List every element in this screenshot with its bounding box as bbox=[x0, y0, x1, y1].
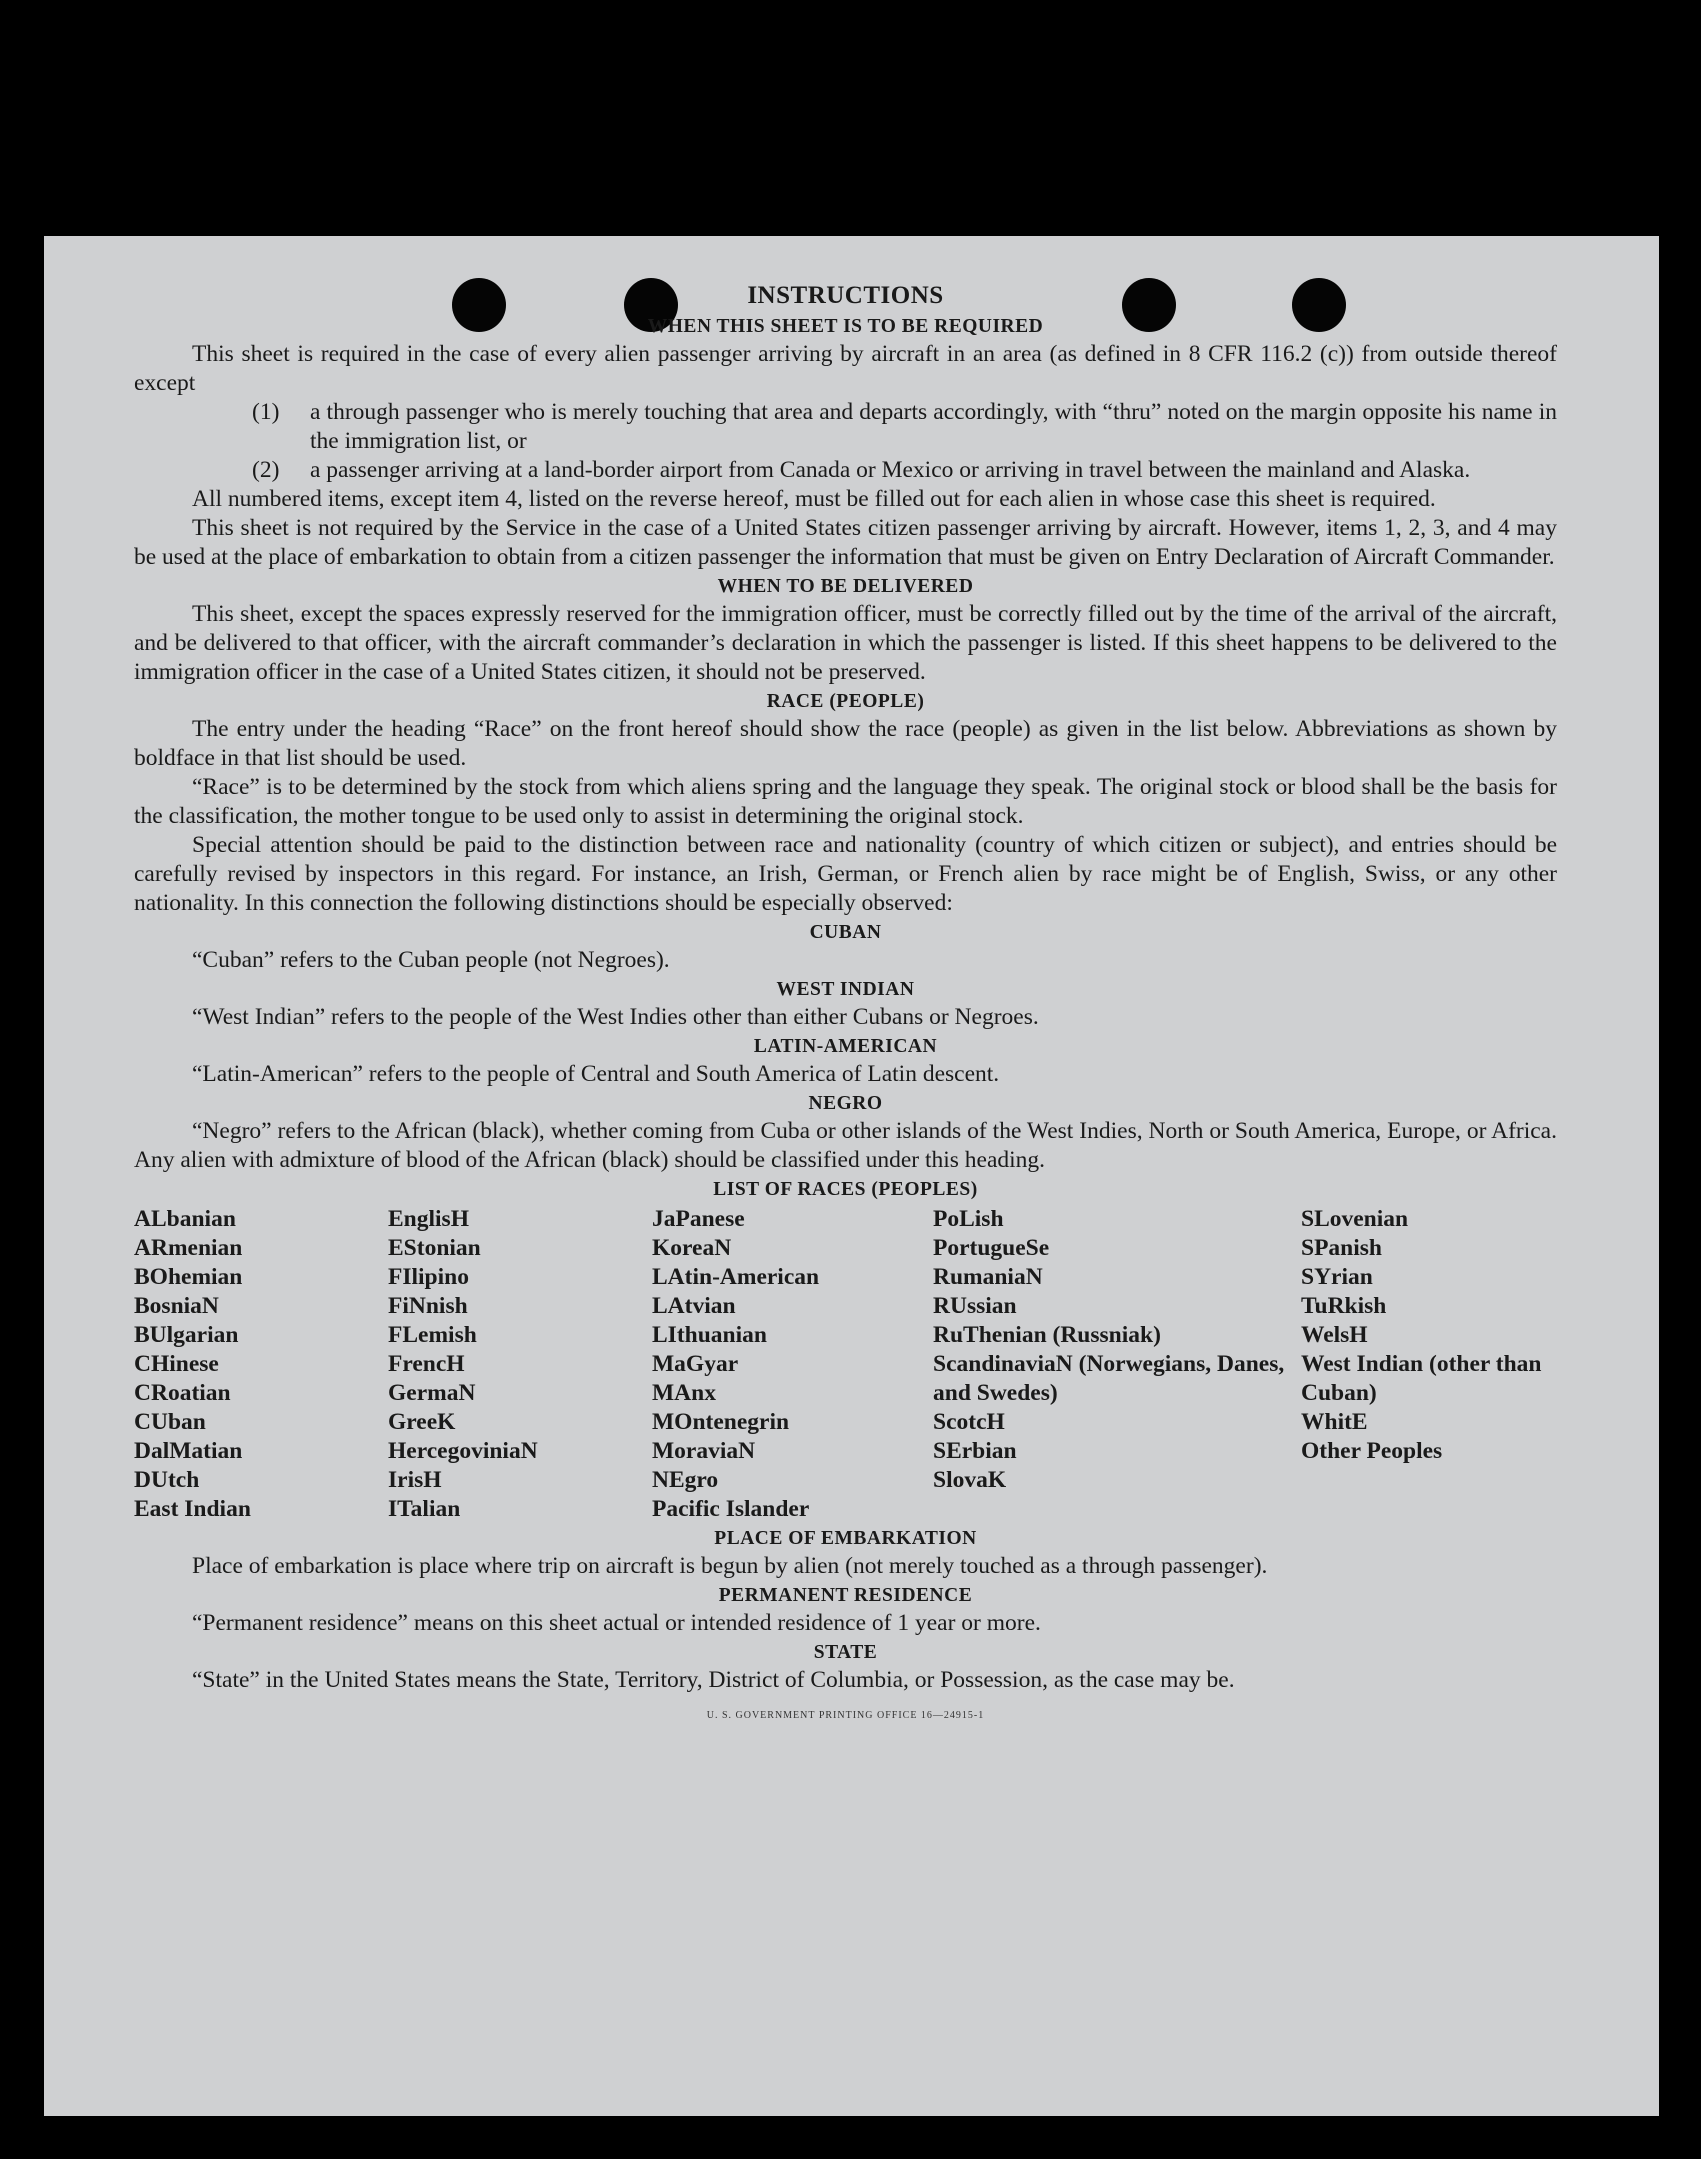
race-entry: East Indian bbox=[134, 1496, 251, 1522]
races-column bbox=[652, 1205, 933, 1524]
heading-negro: NEGRO bbox=[808, 1093, 883, 1114]
race-entry: FIlipino bbox=[388, 1264, 469, 1290]
race-entry: TuRkish bbox=[1301, 1293, 1387, 1319]
race-entry: EStonian bbox=[388, 1235, 481, 1261]
paragraph: Place of embarkation is place where trip on aircraft is begun by alien (not merely touched as a through passenger). bbox=[192, 1553, 1268, 1579]
race-entry: SLovenian bbox=[1301, 1206, 1409, 1232]
item-text: a through passenger who is merely touching that area and departs accordingly, with “thru” noted on the margin opposite his name in the immigration list, or bbox=[310, 399, 1557, 454]
race-entry: MaGyar bbox=[652, 1351, 739, 1377]
race-entry: SlovaK bbox=[933, 1467, 1007, 1493]
race-entry: MOntenegrin bbox=[652, 1409, 790, 1435]
heading-latin-american: LATIN-AMERICAN bbox=[753, 1036, 938, 1057]
heading-permanent-residence: PERMANENT RESIDENCE bbox=[718, 1585, 973, 1606]
paragraph: All numbered items, except item 4, listed on the reverse hereof, must be filled out for each alien in whose case this sheet is required. bbox=[192, 486, 1436, 512]
race-entry: RuThenian (Russniak) bbox=[933, 1322, 1161, 1348]
paragraph: Special attention should be paid to the distinction between race and nationality (country of which citizen or subject), and entries should be carefully revised by inspectors in this regard. For instance, an Irish, German, or French alien by race might be of English, Swiss, or any other nationality. In this connection the following distinctions should be especially observed: bbox=[134, 832, 1557, 916]
race-entry: PoLish bbox=[933, 1206, 1004, 1232]
paragraph: “Negro” refers to the African (black), whether coming from Cuba or other islands of the West Indies, North or South America, Europe, or Africa. Any alien with admixture of blood of the African (black) should be classified under this heading. bbox=[134, 1118, 1557, 1173]
paragraph: “Permanent residence” means on this sheet actual or intended residence of 1 year or more. bbox=[192, 1610, 1041, 1636]
page-title: INSTRUCTIONS bbox=[747, 282, 944, 309]
race-entry: FrencH bbox=[388, 1351, 465, 1377]
race-entry: WhitE bbox=[1301, 1409, 1368, 1435]
race-entry: LAtvian bbox=[652, 1293, 736, 1319]
heading-list-of-races: LIST OF RACES (PEOPLES) bbox=[713, 1179, 978, 1200]
race-entry: ALbanian bbox=[134, 1206, 236, 1232]
race-entry: RUssian bbox=[933, 1293, 1017, 1319]
heading-cuban: CUBAN bbox=[809, 922, 882, 943]
race-entry: ScotcH bbox=[933, 1409, 1005, 1435]
race-entry: FLemish bbox=[388, 1322, 477, 1348]
races-column bbox=[388, 1205, 652, 1524]
printer-imprint: U. S. GOVERNMENT PRINTING OFFICE 16—24915-1 bbox=[706, 1710, 985, 1721]
paragraph: “Race” is to be determined by the stock from which aliens spring and the language they speak. The original stock or blood shall be the basis for the classification, the mother tongue to be used only to assist in determining the original stock. bbox=[134, 774, 1557, 829]
race-entry: LIthuanian bbox=[652, 1322, 767, 1348]
paragraph: “Latin-American” refers to the people of Central and South America of Latin descent. bbox=[192, 1061, 1000, 1087]
race-entry: MoraviaN bbox=[652, 1438, 756, 1464]
race-entry: West Indian (other than Cuban) bbox=[1301, 1351, 1542, 1406]
race-entry: Pacific Islander bbox=[652, 1496, 810, 1522]
heading-west-indian: WEST INDIAN bbox=[776, 979, 915, 1000]
list-item bbox=[134, 456, 1557, 485]
race-entry: RumaniaN bbox=[933, 1264, 1043, 1290]
race-entry: GreeK bbox=[388, 1409, 456, 1435]
race-entry: DUtch bbox=[134, 1467, 200, 1493]
heading-when-required: WHEN THIS SHEET IS TO BE REQUIRED bbox=[647, 316, 1044, 337]
race-entry: BOhemian bbox=[134, 1264, 243, 1290]
item-text: a passenger arriving at a land-border airport from Canada or Mexico or arriving in travel between the mainland and Alaska. bbox=[310, 457, 1471, 483]
race-entry: MAnx bbox=[652, 1380, 716, 1406]
race-entry: WelsH bbox=[1301, 1322, 1368, 1348]
races-column bbox=[933, 1205, 1301, 1524]
race-entry: SYrian bbox=[1301, 1264, 1373, 1290]
heading-race: RACE (PEOPLE) bbox=[766, 691, 925, 712]
paragraph: “State” in the United States means the State, Territory, District of Columbia, or Possession, as the case may be. bbox=[192, 1667, 1235, 1693]
heading-state: STATE bbox=[813, 1642, 878, 1663]
paragraph: “West Indian” refers to the people of the West Indies other than either Cubans or Negroes. bbox=[192, 1004, 1039, 1030]
race-entry: SErbian bbox=[933, 1438, 1017, 1464]
race-entry: ScandinaviaN (Norwegians, Danes, and Swedes) bbox=[933, 1351, 1285, 1406]
race-entry: BosniaN bbox=[134, 1293, 219, 1319]
race-entry: CRoatian bbox=[134, 1380, 231, 1406]
race-entry: HercegoviniaN bbox=[388, 1438, 538, 1464]
race-entry: NEgro bbox=[652, 1467, 719, 1493]
races-column bbox=[134, 1205, 388, 1524]
race-entry: LAtin-American bbox=[652, 1264, 820, 1290]
race-entry: DalMatian bbox=[134, 1438, 243, 1464]
race-entry: JaPanese bbox=[652, 1206, 745, 1232]
race-entry: Other Peoples bbox=[1301, 1438, 1443, 1464]
race-entry: KoreaN bbox=[652, 1235, 732, 1261]
race-entry: ITalian bbox=[388, 1496, 461, 1522]
item-number: (1) bbox=[252, 399, 280, 425]
race-entry: CHinese bbox=[134, 1351, 219, 1377]
paragraph: The entry under the heading “Race” on the front hereof should show the race (people) as given in the list below. Abbreviations as shown by boldface in that list should be used. bbox=[134, 716, 1557, 771]
race-entry: SPanish bbox=[1301, 1235, 1382, 1261]
race-entry: FiNnish bbox=[388, 1293, 468, 1319]
heading-place-of-embarkation: PLACE OF EMBARKATION bbox=[714, 1528, 977, 1549]
race-entry: IrisH bbox=[388, 1467, 442, 1493]
item-number: (2) bbox=[252, 457, 280, 483]
race-entry: GermaN bbox=[388, 1380, 476, 1406]
document-sheet bbox=[44, 236, 1659, 2116]
heading-when-delivered: WHEN TO BE DELIVERED bbox=[717, 576, 974, 597]
instructions-content bbox=[134, 280, 1557, 1730]
races-column bbox=[1301, 1205, 1557, 1524]
list-item bbox=[134, 398, 1557, 456]
paragraph: This sheet, except the spaces expressly reserved for the immigration officer, must be correctly filled out by the time of the arrival of the aircraft, and be delivered to that officer, with the aircraft commander’s declaration in which the passenger is listed. If this sheet happens to be delivered to the immigration officer in the case of a United States citizen, it should not be preserved. bbox=[134, 601, 1557, 685]
race-entry: PortugueSe bbox=[933, 1235, 1050, 1261]
races-list bbox=[134, 1205, 1557, 1524]
paragraph: This sheet is required in the case of every alien passenger arriving by aircraft in an area (as defined in 8 CFR 116.2 (c)) from outside thereof except bbox=[134, 341, 1557, 396]
paragraph: This sheet is not required by the Service in the case of a United States citizen passenger arriving by aircraft. However, items 1, 2, 3, and 4 may be used at the place of embarkation to obtain from a citizen passenger the information that must be given on Entry Declaration of Aircraft Commander. bbox=[134, 515, 1557, 570]
paragraph: “Cuban” refers to the Cuban people (not Negroes). bbox=[192, 947, 670, 973]
race-entry: EnglisH bbox=[388, 1206, 469, 1232]
race-entry: ARmenian bbox=[134, 1235, 243, 1261]
race-entry: CUban bbox=[134, 1409, 206, 1435]
race-entry: BUlgarian bbox=[134, 1322, 239, 1348]
